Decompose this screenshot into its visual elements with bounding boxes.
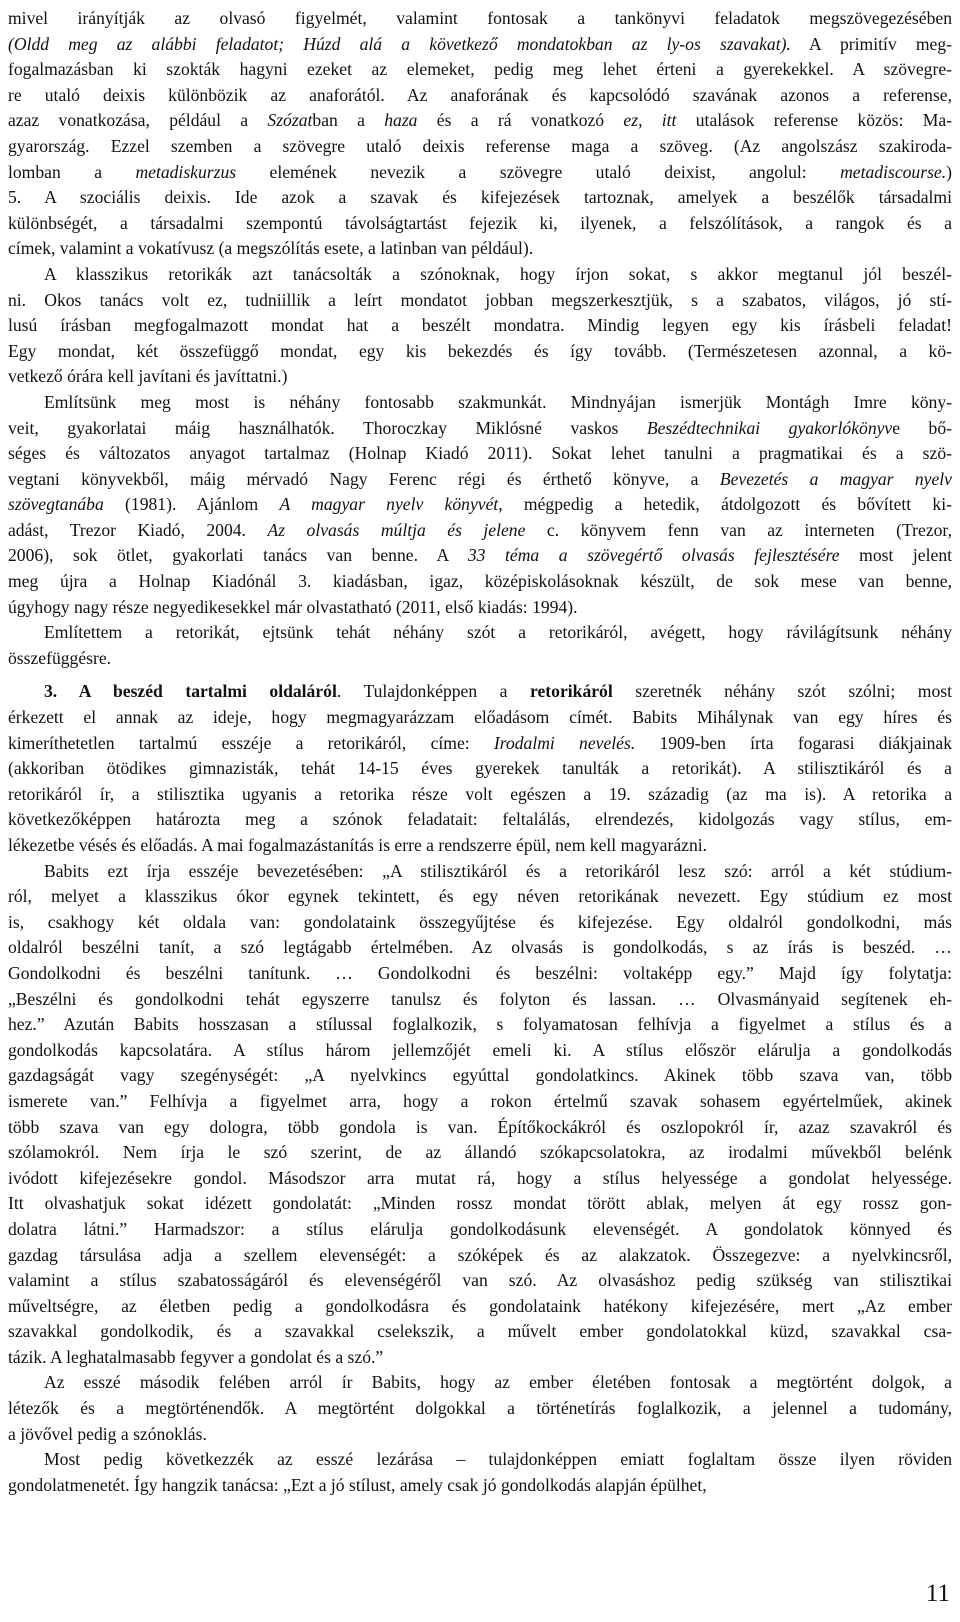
text-line: valamint a stílus szabatosságáról és elevenségéről van szó. Az olvasáshoz pedig szükség van stilisztikai [8,1270,952,1291]
text-line: ismerete van.” Felhívja a figyelmet arra, hogy a rokon értelmű szavak sohasem egyértelműek, akinek [8,1090,952,1111]
text-line: adást, Trezor Kiadó, 2004. Az olvasás múltja és jelene c. könyvem fenn van az interneten (Trezor, [8,519,952,540]
text-line: fogalmazásban ki szokták hagyni ezeket az elemeket, pedig meg lehet érteni a gyerekekkel. A szövegre- [8,59,952,80]
text-line: meg újra a Holnap Kiadónál 3. kiadásban, igaz, középiskolásoknak készült, de sok mese van benne, [8,571,952,592]
text-line: Említettem a retorikát, ejtsünk tehát néhány szót a retorikáról, avégett, hogy rávilágítsunk néhány [44,622,952,643]
text-line: Gondolkodni és beszélni tanítunk. … Gondolkodni és beszélni: voltaképp egy.” Majd így folytatja: [8,962,952,983]
text-line: séges és változatos anyagot tartalmaz (Holnap Kiadó 2011). Sokat lehet tanulni a pragmatikai és a szö- [8,443,952,464]
paragraph-p3 [8,390,952,620]
text-line: összefüggésre. [8,647,112,668]
text-line: létezők és a megtörténendők. A megtörtént dolgokkal a történetírás foglalkozik, a jelennel a tudomány, [8,1398,952,1419]
paragraph-p7 [8,1370,952,1447]
text-line: úgyhogy nagy része negyedikesekkel már olvastatható (2011, első kiadás: 1994). [8,596,578,617]
text-line: tázik. A leghatalmasabb fegyver a gondolat és a szó.” [8,1346,384,1367]
paragraph-gap [8,671,952,679]
text-line: érkezett el annak az ideje, hogy megmagyarázzam előadásom címét. Babits Mihálynak van egy híres és [8,707,952,728]
text-line: Most pedig következzék az esszé lezárása – tulajdonképpen emiatt foglaltam össze ilyen röviden [44,1449,952,1470]
page-number: 11 [925,1580,950,1607]
text-line: következőképpen határozta meg a szónok feladatait: feltalálás, elrendezés, kidolgozás vagy stílus, em- [8,809,952,830]
text-line: több szava van egy dologra, több gondola is van. Építőkockákról és oszlopokról ír, azaz szavakról és [8,1116,952,1137]
text-line: hez.” Azután Babits hosszasan a stílussal foglalkozik, s folyamatosan felhívja a figyelmet a stílus és a [8,1014,952,1035]
text-line: azaz vonatkozása, például a Szózatban a haza és a rá vonatkozó ez, itt utalások referense közös: Ma- [8,110,953,131]
text-line: lomban a metadiskurzus elemének nevezik a szövegre utaló deixist, angolul: metadiscourse.) [8,161,952,182]
text-line: gazdagságát vagy szegénységét: „A nyelvkincs egyúttal gondolatkincs. Akinek több szava van, több [8,1065,952,1086]
paragraph-p6 [8,859,952,1371]
text-line: műveltségre, az életben pedig a gondolkodásra és gondolataink hatékony kifejezésére, mert „Az ember [8,1295,952,1316]
text-line: vegtani könyvekből, máig mérvadó Nagy Ferenc régi és érthető könyve, a Bevezetés a magyar nyelv [8,468,952,489]
paragraph-p2 [8,262,952,390]
text-line: címek, valamint a vokatívusz (a megszólítás esete, a latinban van például). [8,238,534,259]
text-line: retorikáról ír, a stilisztika ugyanis a retorika része volt egészen a 19. századig (az ma is). A retorika a [8,783,952,804]
text-line: kimeríthetetlen tartalmú esszéje a retorikáról, címe: Irodalmi nevelés. 1909-ben írta fogarasi diákjainak [8,732,952,753]
text-line: Itt olvashatjuk sokat idézett gondolatát: „Minden rossz mondat törött ablak, melyen át egy rossz gon- [8,1193,952,1214]
text-line: szólamokról. Nem írja le szó szerint, de az állandó szókapcsolatokra, az irodalmi művekből belénk [8,1142,952,1163]
text-line: gondolatmenetét. Így hangzik tanácsa: „Ezt a jó stílust, amely csak jó gondolkodás alapján épülhet, [8,1474,707,1495]
text-line: Egy mondat, két összefüggő mondat, egy kis bekezdés és így tovább. (Természetesen azonnal, a kö- [8,340,952,361]
text-line: gyarország. Ezzel szemben a szövegre utaló deixis referense maga a szöveg. (Az angolszász szakiroda- [8,135,952,156]
text-line: gazdag társulása adja a szellem elevenségét: a szóképek és az alakzatok. Összegezve: a nyelvkincsről, [8,1244,952,1265]
text-line: veit, gyakorlatai máig használhatók. Thoroczkay Miklósné vaskos Beszédtechnikai gyakorlókönyve bő- [8,417,952,438]
text-line: vetkező órára kell javítani és javíttatni.) [8,366,288,387]
paragraph-p8 [8,1447,952,1498]
text-line: oldalról beszélni tanít, a szó legtágabb értelmében. Az olvasás is gondolkodás, s az írás is beszéd. … [8,937,952,958]
text-line: szavakkal gondolkodik, és a szavakkal cselekszik, a művelt ember gondolatokkal küzd, szavakkal csa- [8,1321,952,1342]
text-line: A klasszikus retorikák azt tanácsolták a szónoknak, hogy írjon sokat, s akkor megtanul jól beszél- [44,263,952,284]
text-line: 5. A szociális deixis. Ide azok a szavak és kifejezések tartoznak, amelyek a beszélők társadalmi [8,187,952,208]
text-line: (akkoriban ötödikes gimnazisták, tehát 14-15 éves gyerekek tanulták a retorikát). A stilisztikáról és a [8,758,952,779]
text-line: dolatra látni.” Harmadszor: a stílus elárulja gondolkodásunk elevenségét. A gondolatok könnyed és [8,1218,952,1239]
text-line: re utaló deixis különbözik az anaforától. Az anaforának és kapcsolódó szavának azonos a referense, [8,84,952,105]
paragraph-p1 [8,6,952,262]
text-line: (Oldd meg az alábbi feladatot; Húzd alá a következő mondatokban az ly-os szavakat). A primitív meg- [8,33,952,54]
paragraph-p4 [8,620,952,671]
text-line: ról, melyet a klasszikus ókor egynek tekintett, és egy néven retorikának nevezett. Egy stúdium ez most [8,886,952,907]
document-page [8,6,952,1498]
text-line: mivel irányítják az olvasó figyelmét, valamint fontosak a tankönyvi feladatok megszövegezésében [8,8,952,28]
text-line: gondolkodás kapcsolatára. A stílus három jellemzőjét emeli ki. A stílus először elárulja a gondolkodás [8,1039,952,1060]
paragraph-p5 [8,679,952,858]
text-line: lusú írásban megfogalmazott mondat hat a beszélt mondatra. Mindig legyen egy kis írásbeli feladat! [8,315,952,336]
text-line: „Beszélni és gondolkodni tehát egyszerre tanulsz és folyton és lassan. … Olvasmányaid segítenek eh- [8,988,952,1009]
text-line: lékezetbe vésés és előadás. A mai fogalmazástanítás is erre a rendszerre épül, nem kell magyarázni. [8,835,708,855]
text-line: is, csakhogy két oldala van: gondolataink összegyűjtése és kifejezése. Egy oldalról gondolkodni, más [8,911,952,932]
text-line: szövegtanába (1981). Ajánlom A magyar nyelv könyvét, mégpedig a hetedik, átdolgozott és bővített ki- [8,494,952,515]
text-line: Az esszé második felében arról ír Babits, hogy az ember életében fontosak a megtörtént dolgok, a [44,1372,952,1393]
text-line: 2006), sok ötlet, gyakorlati tanács van benne. A 33 téma a szövegértő olvasás fejlesztésére most jelent [8,545,952,566]
text-line: ni. Okos tanács volt ez, tudniillik a leírt mondatot jobban megszerkesztjük, s a szabatos, világos, jó stí- [8,289,952,310]
text-line: 3. A beszéd tartalmi oldaláról. Tulajdonképpen a retorikáról szeretnék néhány szót szólni; most [44,681,952,702]
text-line: a jövővel pedig a szónoklás. [8,1423,207,1444]
text-line: Említsünk meg most is néhány fontosabb szakmunkát. Mindnyájan ismerjük Montágh Imre köny- [44,391,952,412]
text-line: különbségét, a társadalmi szempontú távolságtartást fejezik ki, ilyenek, a felszólítások, a rangok és a [8,212,952,233]
text-line: ivódott kifejezésekre gondol. Másodszor arra mutat rá, hogy a stílus helyessége a gondolat helyessége. [8,1167,952,1188]
text-line: Babits ezt írja esszéje bevezetésében: „A stilisztikáról és a retorikáról lesz szó: arról a két stúdium- [44,860,952,881]
